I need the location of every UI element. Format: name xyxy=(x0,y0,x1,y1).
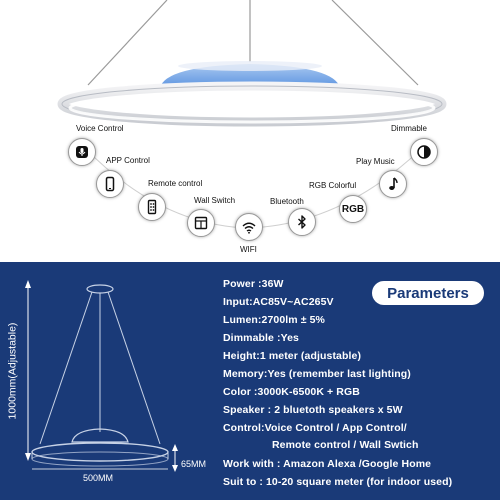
diagram-wire-left xyxy=(40,292,92,444)
height-dimension-label: 1000mm(Adjustable) xyxy=(6,322,19,420)
bluetooth-label: Bluetooth xyxy=(270,197,304,206)
spec-control: Control:Voice Control / App Control/ xyxy=(223,422,407,434)
width-dimension-label: 500MM xyxy=(83,473,114,483)
spec-dimmable: Dimmable :Yes xyxy=(223,332,299,344)
app-control-button[interactable] xyxy=(96,170,124,198)
wifi-label: WIFI xyxy=(240,245,257,254)
parameters-title-badge: Parameters xyxy=(372,281,484,305)
remote-icon xyxy=(144,199,160,215)
play-music-button[interactable] xyxy=(379,170,407,198)
spec-input: Input:AC85V~AC265V xyxy=(223,296,334,308)
spec-color: Color :3000K-6500K + RGB xyxy=(223,386,360,398)
microphone-icon xyxy=(74,144,90,160)
spec-lumen: Lumen:2700lm ± 5% xyxy=(223,314,325,326)
spec-suit-to: Suit to : 10-20 square meter (for indoor used) xyxy=(223,476,453,488)
dimmable-label: Dimmable xyxy=(391,124,428,133)
voice-control-label: Voice Control xyxy=(76,124,124,133)
bluetooth-button[interactable] xyxy=(288,208,316,236)
rgb-colorful-button[interactable] xyxy=(339,195,367,223)
rgb-colorful-label: RGB Colorful xyxy=(309,181,357,190)
smartphone-icon xyxy=(102,176,118,192)
wifi-button[interactable] xyxy=(235,213,263,241)
ceiling-canopy xyxy=(87,285,113,293)
depth-dimension-label: 65MM xyxy=(181,459,207,469)
suspension-wire-right xyxy=(332,0,418,85)
spec-control-continued: Remote control / Wall Swtich xyxy=(272,439,419,451)
remote-control-label: Remote control xyxy=(148,179,203,188)
voice-control-button[interactable] xyxy=(68,138,96,166)
suspension-wire-left xyxy=(88,0,167,85)
bluetooth-icon xyxy=(294,214,310,230)
wall-switch-button[interactable] xyxy=(187,209,215,237)
spec-work-with: Work with : Amazon Alexa /Google Home xyxy=(223,458,432,470)
diagram-wire-right xyxy=(108,292,160,444)
wall-switch-label: Wall Switch xyxy=(194,196,236,205)
spec-power: Power :36W xyxy=(223,278,284,290)
music-note-icon xyxy=(385,176,401,192)
wall-switch-icon xyxy=(193,215,209,231)
spec-height: Height:1 meter (adjustable) xyxy=(223,350,362,362)
app-control-label: APP Control xyxy=(106,156,150,165)
rgb-icon: RGB xyxy=(341,203,365,215)
wifi-icon xyxy=(241,219,257,235)
spec-memory: Memory:Yes (remember last lighting) xyxy=(223,368,411,380)
play-music-label: Play Music xyxy=(356,157,395,166)
dimmable-button[interactable] xyxy=(410,138,438,166)
spec-speaker: Speaker : 2 bluetoth speakers x 5W xyxy=(223,404,403,416)
height-dimension-label-wrap xyxy=(2,296,22,446)
half-circle-icon xyxy=(416,144,432,160)
remote-control-button[interactable] xyxy=(138,193,166,221)
